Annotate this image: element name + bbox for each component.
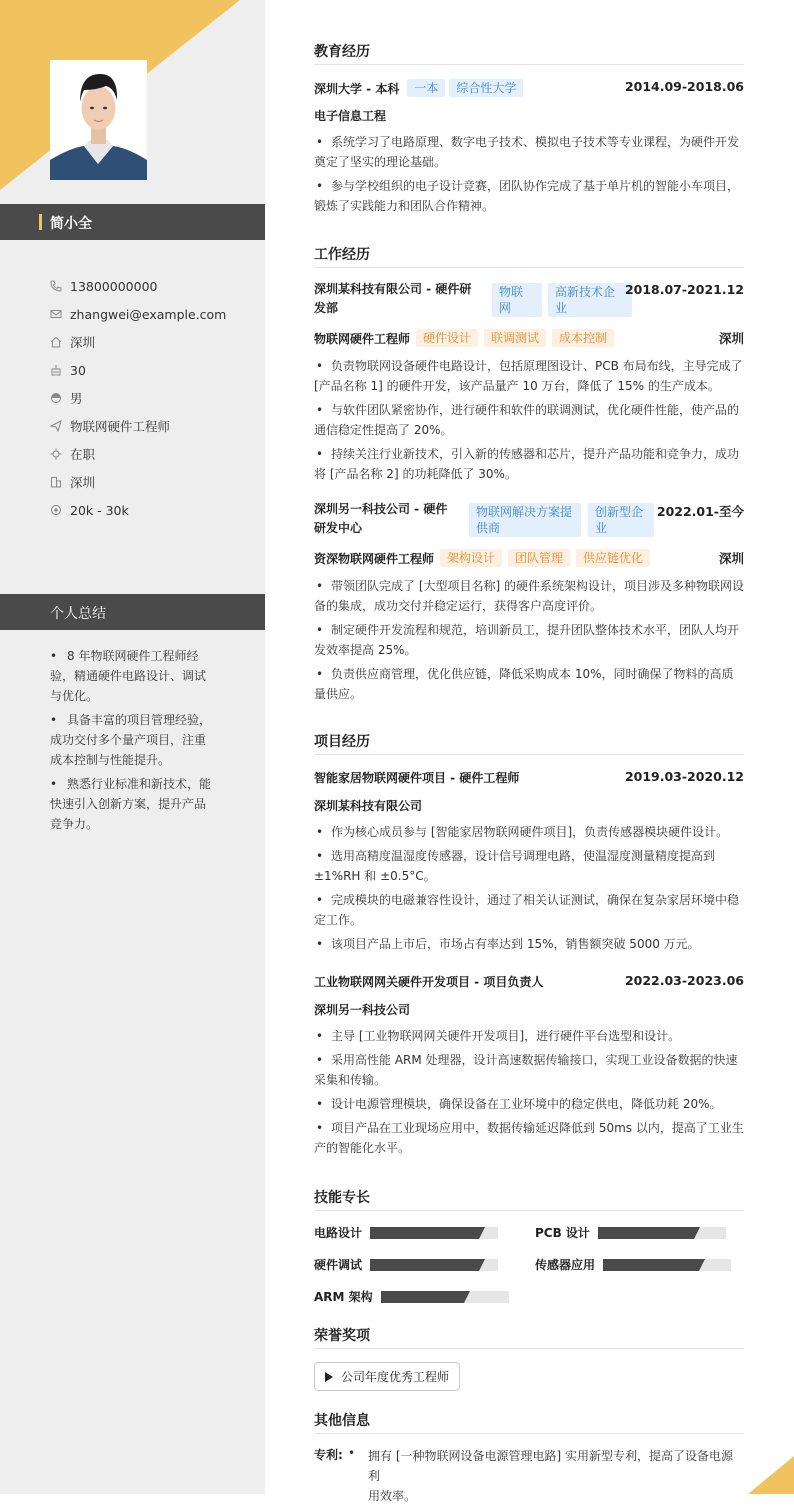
skill-bar bbox=[381, 1291, 509, 1303]
job-city: 深圳 bbox=[718, 331, 744, 346]
skill-bar-fill bbox=[370, 1259, 479, 1271]
skill-bar bbox=[603, 1259, 731, 1271]
tag: 创新型企 业 bbox=[588, 503, 654, 537]
project-date: 2019.03-2020.12 bbox=[624, 769, 744, 784]
section-title-work: 工作经历 bbox=[314, 244, 744, 268]
list-item: • 设计电源管理模块，确保设备在工业环境中的稳定供电，降低功耗 20%。 bbox=[316, 1097, 722, 1111]
section-title-skills: 技能专长 bbox=[314, 1187, 744, 1211]
skill-name: PCB 设计 bbox=[535, 1226, 590, 1240]
other-text: 拥有 [一种物联网设备电源管理电路] 实用新型专利，提高了设备电源利 用效率。 bbox=[368, 1449, 733, 1503]
job-city: 深圳 bbox=[718, 551, 744, 566]
contact-gender bbox=[50, 384, 260, 412]
school-name: 深圳大学 - 本科 bbox=[314, 81, 400, 96]
list-item: • 该项目产品上市后，市场占有率达到 15%，销售额突破 5000 万元。 bbox=[316, 937, 700, 951]
list-item: • 选用高精度温湿度传感器，设计信号调理电路，使温湿度测量精度提高到 ±1%RH 和 ±0.5°C。 bbox=[314, 849, 716, 883]
list-item: • 与软件团队紧密协作，进行硬件和软件的联调测试，优化硬件性能，使产品的通信稳定性提高了 20%。 bbox=[314, 403, 740, 437]
company-name: 深圳某科技有限公司 - 硬件研 发部 bbox=[314, 282, 472, 315]
list-item: • 制定硬件开发流程和规范，培训新员工，提升团队整体技术水平，团队人均开发效率提高 25%。 bbox=[314, 623, 740, 657]
list-item: • 熟悉行业标准和新技术，能快速引入创新方案，提升产品竞争力。 bbox=[50, 777, 212, 831]
job-role-row bbox=[314, 549, 650, 567]
award-item[interactable] bbox=[314, 1362, 460, 1391]
list-item: • 完成模块的电磁兼容性设计，通过了相关认证测试，确保在复杂家居环境中稳定工作。 bbox=[314, 893, 740, 927]
bullet-dot: • bbox=[348, 1446, 356, 1460]
home-icon bbox=[50, 336, 62, 348]
award-text: 公司年度优秀工程师 bbox=[341, 1370, 450, 1384]
list-item: • 负责物联网设备硬件电路设计，包括原理图设计、PCB 布局布线，主导完成了 [产品名称 1] 的硬件开发，该产品量产 10 万台，降低了 15% 的生产成本。 bbox=[314, 359, 743, 393]
project-date: 2022.03-2023.06 bbox=[624, 973, 744, 988]
contact-home bbox=[50, 328, 260, 356]
person-name: 简小全 bbox=[50, 216, 92, 232]
list-item: • 具备丰富的项目管理经验，成功交付多个量产项目，注重成本控制与性能提升。 bbox=[50, 713, 212, 767]
contact-age bbox=[50, 356, 260, 384]
contact-email bbox=[50, 300, 260, 328]
skill-item bbox=[535, 1256, 731, 1273]
education-date: 2014.09-2018.06 bbox=[624, 79, 744, 94]
education-header bbox=[314, 79, 523, 97]
tag: 综合性大学 bbox=[449, 79, 523, 97]
name-accent bbox=[39, 214, 42, 230]
summary-header bbox=[0, 594, 265, 630]
skill-name: 传感器应用 bbox=[535, 1258, 596, 1272]
job-bullets bbox=[314, 576, 744, 708]
skill-bar bbox=[370, 1227, 498, 1239]
project-company: 深圳另一科技公司 bbox=[314, 1003, 411, 1017]
age-icon bbox=[50, 364, 62, 376]
contact-text: 30 bbox=[70, 362, 86, 378]
salary-icon bbox=[50, 504, 62, 516]
skill-tag: 团队管理 bbox=[508, 549, 570, 567]
list-item: • 8 年物联网硬件工程师经验，精通硬件电路设计、调试与优化。 bbox=[50, 649, 207, 703]
skill-tag: 架构设计 bbox=[440, 549, 502, 567]
skill-tag: 硬件设计 bbox=[416, 329, 478, 347]
skill-tag: 成本控制 bbox=[552, 329, 614, 347]
avatar bbox=[50, 60, 147, 180]
contact-job bbox=[50, 412, 260, 440]
contact-phone bbox=[50, 272, 260, 300]
tag: 一本 bbox=[407, 79, 445, 97]
list-item: • 项目产品在工业现场应用中，数据传输延迟降低到 50ms 以内，提高了工业生产的智能化水平。 bbox=[314, 1121, 744, 1155]
section-title-education: 教育经历 bbox=[314, 41, 744, 65]
job-role: 资深物联网硬件工程师 bbox=[314, 551, 435, 566]
tag: 物联 网 bbox=[492, 283, 542, 317]
email-icon bbox=[50, 308, 62, 320]
list-item: • 参与学校组织的电子设计竞赛，团队协作完成了基于单片机的智能小车项目，锻炼了实践能力和团队合作精神。 bbox=[314, 179, 740, 213]
contact-list bbox=[50, 272, 260, 524]
skill-bar bbox=[598, 1227, 726, 1239]
skill-tag: 联调测试 bbox=[484, 329, 546, 347]
skill-item bbox=[535, 1224, 726, 1241]
project-bullets bbox=[314, 1026, 744, 1162]
job-role-row bbox=[314, 329, 614, 347]
contact-status bbox=[50, 440, 260, 468]
contact-text: 在职 bbox=[70, 447, 96, 462]
decor-triangle bbox=[748, 1456, 794, 1494]
project-company: 深圳某科技有限公司 bbox=[314, 799, 423, 813]
section-title-awards: 荣誉奖项 bbox=[314, 1325, 744, 1349]
list-item: • 主导 [工业物联网网关硬件开发项目]，进行硬件平台选型和设计。 bbox=[316, 1029, 681, 1043]
project-name: 工业物联网网关硬件开发项目 - 项目负责人 bbox=[314, 975, 544, 989]
other-label: 专利: bbox=[314, 1448, 343, 1462]
company-name: 深圳另一科技公司 - 硬件 研发中心 bbox=[314, 502, 448, 535]
job-date: 2022.01-至今 bbox=[656, 504, 744, 519]
contact-text: 物联网硬件工程师 bbox=[70, 419, 171, 434]
skill-bar-fill bbox=[370, 1227, 479, 1239]
contact-text: 13800000000 bbox=[70, 278, 158, 294]
skill-tag: 供应链优化 bbox=[576, 549, 650, 567]
list-item: • 持续关注行业新技术，引入新的传感器和芯片，提升产品功能和竞争力，成功将 [产品名称 2] 的功耗降低了 30%。 bbox=[314, 447, 740, 481]
education-bullets bbox=[314, 132, 744, 220]
section-title-other: 其他信息 bbox=[314, 1410, 744, 1434]
job-role: 物联网硬件工程师 bbox=[314, 331, 411, 346]
skill-bar-fill bbox=[603, 1259, 699, 1271]
project-bullets bbox=[314, 822, 744, 958]
contact-text: 20k - 30k bbox=[70, 502, 129, 518]
job-bullets bbox=[314, 356, 744, 488]
contact-text: 深圳 bbox=[70, 335, 96, 350]
contact-city bbox=[50, 468, 260, 496]
list-item: • 负责供应商管理，优化供应链，降低采购成本 10%，同时确保了物料的高质量供应。 bbox=[314, 667, 734, 701]
phone-icon bbox=[50, 280, 62, 292]
skill-item bbox=[314, 1288, 509, 1305]
section-title-projects: 项目经历 bbox=[314, 731, 744, 755]
list-item: • 采用高性能 ARM 处理器，设计高速数据传输接口，实现工业设备数据的快速采集和传输。 bbox=[314, 1053, 738, 1087]
tag: 高新技术企 业 bbox=[548, 283, 632, 317]
name-bar bbox=[0, 204, 265, 240]
major: 电子信息工程 bbox=[314, 109, 387, 123]
sidebar bbox=[0, 0, 265, 1494]
status-icon bbox=[50, 448, 62, 460]
contact-text: 深圳 bbox=[70, 475, 96, 490]
list-item: • 作为核心成员参与 [智能家居物联网硬件项目]，负责传感器模块硬件设计。 bbox=[316, 825, 729, 839]
summary-list bbox=[50, 646, 215, 838]
job-icon bbox=[50, 420, 62, 432]
skill-name: 电路设计 bbox=[314, 1226, 363, 1240]
tag: 物联网解决方案提 供商 bbox=[469, 503, 581, 537]
list-item: • 系统学习了电路原理、数字电子技术、模拟电子技术等专业课程，为硬件开发奠定了坚实的理论基础。 bbox=[314, 135, 740, 169]
skill-name: 硬件调试 bbox=[314, 1258, 363, 1272]
skill-name: ARM 架构 bbox=[314, 1290, 373, 1304]
skill-item bbox=[314, 1224, 498, 1241]
list-item: • 带领团队完成了 [大型项目名称] 的硬件系统架构设计，项目涉及多种物联网设备的集成，成功交付并稳定运行，获得客户高度评价。 bbox=[314, 579, 744, 613]
project-name: 智能家居物联网硬件项目 - 硬件工程师 bbox=[314, 771, 520, 785]
contact-text: zhangwei@example.com bbox=[70, 306, 227, 322]
city-icon bbox=[50, 476, 62, 488]
skill-item bbox=[314, 1256, 498, 1273]
play-icon bbox=[325, 1372, 333, 1382]
skill-bar bbox=[370, 1259, 498, 1271]
job-date: 2018.07-2021.12 bbox=[624, 282, 744, 297]
skill-bar-fill bbox=[381, 1291, 464, 1303]
contact-text: 男 bbox=[70, 391, 83, 406]
summary-title: 个人总结 bbox=[50, 606, 106, 622]
skill-bar-fill bbox=[598, 1227, 694, 1239]
contact-salary bbox=[50, 496, 260, 524]
gender-icon bbox=[50, 392, 62, 404]
